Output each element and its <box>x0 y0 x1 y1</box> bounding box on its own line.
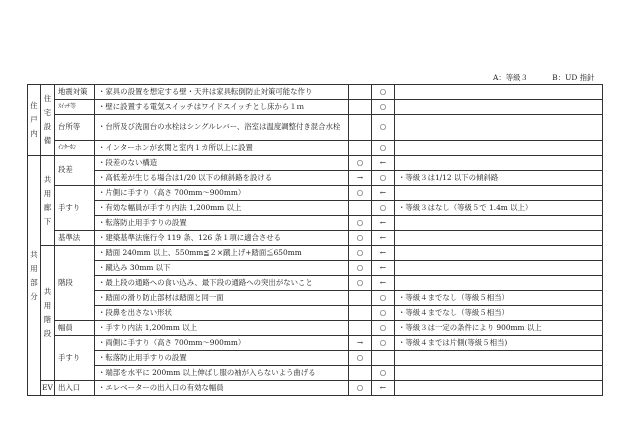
subcategory: 地震対策 <box>55 85 95 100</box>
note <box>395 156 603 171</box>
note <box>395 246 603 261</box>
legend-b: B：UD 指針 <box>552 73 595 82</box>
table-row <box>28 351 603 366</box>
subcategory: 幅員 <box>55 321 95 336</box>
table-row <box>28 306 603 321</box>
item-text: ・片側に手すり（高さ 700mm～900mm） <box>95 186 349 201</box>
mark-b <box>372 351 395 366</box>
table-row <box>28 171 603 186</box>
section-jutaku-setsubi: 住宅設備 <box>41 85 55 156</box>
item-text: ・建築基準法施行令 119 条、126 条１項に適合させる <box>95 231 349 246</box>
section-kyoyo-kaidan: 共用階段 <box>41 246 55 381</box>
mark-b: ○ <box>372 366 395 381</box>
mark-a <box>349 306 372 321</box>
note <box>395 276 603 291</box>
mark-a: ○ <box>349 351 372 366</box>
item-text: ・転落防止用手すりの設置 <box>95 351 349 366</box>
section-kyoyo: 共用部分 <box>28 156 41 396</box>
item-text: ・家具の設置を想定する壁・天井は家具転倒防止対策可能な作り <box>95 85 349 100</box>
table-row <box>28 115 603 141</box>
mark-a: ○ <box>349 231 372 246</box>
legend <box>493 72 616 83</box>
mark-a <box>349 115 372 141</box>
item-text: ・段鼻を出さない形状 <box>95 306 349 321</box>
table-row <box>28 100 603 115</box>
mark-b: ○ <box>372 321 395 336</box>
note: ・等級３はなし（等級５で 1.4m 以上） <box>395 201 603 216</box>
mark-b: ← <box>372 156 395 171</box>
mark-b: ○ <box>372 306 395 321</box>
mark-b: ○ <box>372 291 395 306</box>
section-kyoyo-roka: 共用廊下 <box>41 156 55 246</box>
note <box>395 115 603 141</box>
table-row <box>28 381 603 396</box>
mark-b: ○ <box>372 141 395 156</box>
note: ・等級３は一定の条件により 900mm 以上 <box>395 321 603 336</box>
mark-b: ← <box>372 186 395 201</box>
mark-a <box>349 321 372 336</box>
table-row <box>28 336 603 351</box>
subcategory: 基準法 <box>55 231 95 246</box>
item-text: ・有効な幅員が手すり内法 1,200mm 以上 <box>95 201 349 216</box>
note <box>395 216 603 231</box>
item-text: ・高低差が生じる場合は1/20 以下の傾斜路を設ける <box>95 171 349 186</box>
mark-a <box>349 201 372 216</box>
mark-a: ○ <box>349 276 372 291</box>
subcategory: 手すり <box>55 186 95 231</box>
subcategory: ｲﾝﾀｰﾎﾝ <box>55 141 95 156</box>
mark-a: ○ <box>349 216 372 231</box>
mark-b: ○ <box>372 85 395 100</box>
table-row <box>28 201 603 216</box>
mark-a: ○ <box>349 261 372 276</box>
item-text: ・最上段の通路への食い込み、最下段の通路への突出がないこと <box>95 276 349 291</box>
table-row <box>28 291 603 306</box>
item-text: ・踏面 240mm 以上、550mm≦２×蹴上げ+踏面≦650mm <box>95 246 349 261</box>
section-jukonai: 住戸内 <box>28 85 41 156</box>
item-text: ・端部を水平に 200mm 以上伸ばし服の袖が入らないよう曲げる <box>95 366 349 381</box>
note <box>395 186 603 201</box>
item-text: ・段差のない構造 <box>95 156 349 171</box>
mark-b: ○ <box>372 201 395 216</box>
subcategory: 段差 <box>55 156 95 186</box>
table-row <box>28 156 603 171</box>
mark-b: ← <box>372 246 395 261</box>
table-row <box>28 186 603 201</box>
legend-a: A：等級３ <box>493 73 528 82</box>
mark-b: ○ <box>372 171 395 186</box>
item-text: ・台所及び洗面台の水栓はシングルレバー、浴室は温度調整付き混合水栓 <box>95 115 349 141</box>
subcategory: 階段 <box>55 246 95 321</box>
mark-a: ○ <box>349 381 372 396</box>
mark-b: ○ <box>372 100 395 115</box>
mark-b: ○ <box>372 115 395 141</box>
mark-a <box>349 85 372 100</box>
subcategory: ｽｲｯﾁ等 <box>55 100 95 115</box>
item-text: ・踏面の滑り防止部材は踏面と同一面 <box>95 291 349 306</box>
note <box>395 351 603 366</box>
note: ・等級４までなし（等級５相当） <box>395 291 603 306</box>
subcategory: 出入口 <box>55 381 95 396</box>
note <box>395 231 603 246</box>
spec-table <box>27 84 603 396</box>
mark-a: ○ <box>349 246 372 261</box>
item-text: ・蹴込み 30mm 以下 <box>95 261 349 276</box>
item-text: ・壁に設置する電気スイッチはワイドスイッチとし床から１ｍ <box>95 100 349 115</box>
mark-b: ← <box>372 261 395 276</box>
mark-a: ○ <box>349 156 372 171</box>
table-row <box>28 231 603 246</box>
item-text: ・両側に手すり（高さ 700mm～900mm） <box>95 336 349 351</box>
note <box>395 85 603 100</box>
table-row <box>28 216 603 231</box>
note: ・等級３は1/12 以下の傾斜路 <box>395 171 603 186</box>
mark-a <box>349 291 372 306</box>
table-row <box>28 85 603 100</box>
table-row <box>28 261 603 276</box>
mark-a <box>349 141 372 156</box>
note <box>395 261 603 276</box>
item-text: ・インターホンが玄関と室内１カ所以上に設置 <box>95 141 349 156</box>
note <box>395 100 603 115</box>
mark-a: → <box>349 171 372 186</box>
note: ・等級４までなし（等級５相当） <box>395 306 603 321</box>
note <box>395 141 603 156</box>
item-text: ・転落防止用手すりの設置 <box>95 216 349 231</box>
note <box>395 381 603 396</box>
table-row <box>28 366 603 381</box>
table-row <box>28 276 603 291</box>
note: ・等級４までは片側(等級５相当) <box>395 336 603 351</box>
subcategory: 手すり <box>55 336 95 381</box>
section-ev: EV <box>41 381 55 396</box>
note <box>395 366 603 381</box>
mark-b: ← <box>372 276 395 291</box>
table-row <box>28 246 603 261</box>
table-row <box>28 141 603 156</box>
item-text: ・手すり内法 1,200mm 以上 <box>95 321 349 336</box>
mark-b: ○ <box>372 336 395 351</box>
mark-a: → <box>349 336 372 351</box>
mark-b: ← <box>372 381 395 396</box>
mark-b: ← <box>372 231 395 246</box>
subcategory: 台所等 <box>55 115 95 141</box>
mark-a <box>349 100 372 115</box>
mark-a: ○ <box>349 186 372 201</box>
item-text: ・エレベーターの出入口の有効な幅員 <box>95 381 349 396</box>
mark-a <box>349 366 372 381</box>
mark-b: ← <box>372 216 395 231</box>
table-row <box>28 321 603 336</box>
